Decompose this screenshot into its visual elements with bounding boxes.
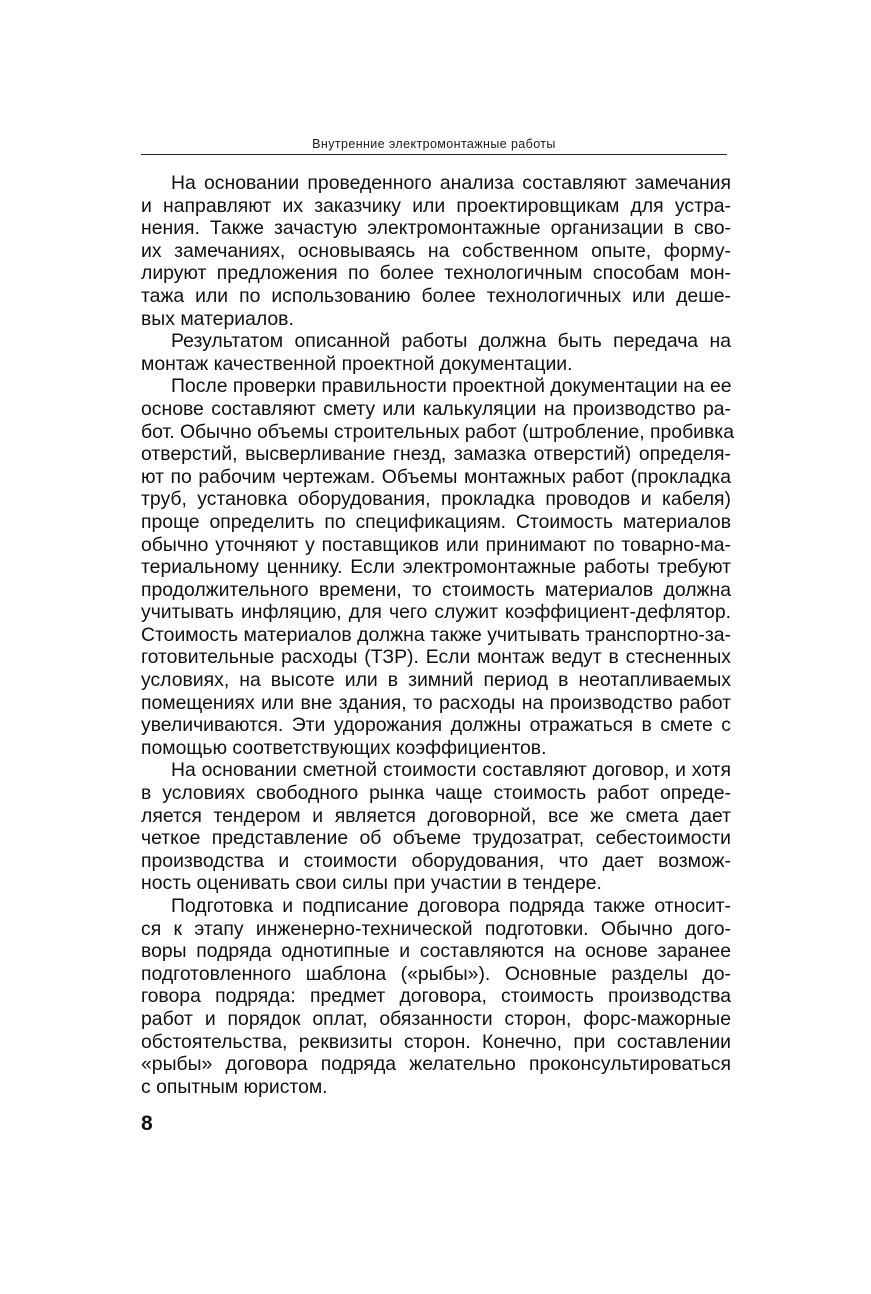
text-line: На основании сметной стоимости составляют договор, и хотя — [171, 759, 731, 782]
text-line: говора подряда: предмет договора, стоимость производства — [141, 985, 731, 1008]
paragraph-3 — [141, 375, 735, 759]
text-line: работ и порядок оплат, обязанности сторон, форс-мажорные — [141, 1007, 731, 1030]
text-line: ют по рабочим чертежам. Объемы монтажных работ (прокладка — [141, 465, 731, 488]
text-line: производства и стоимости оборудования, что дает возмож- — [141, 849, 731, 872]
paragraph-5 — [141, 895, 731, 1098]
text-line: отверстий, высверливание гнезд, замазка отверстий) определя- — [141, 443, 731, 466]
text-line: монтаж качественной проектной документации. — [141, 352, 573, 375]
text-line: продолжительного времени, то стоимость материалов должна — [141, 578, 731, 601]
paragraph-1 — [141, 172, 731, 330]
paragraph-4 — [141, 759, 731, 895]
text-line: бот. Обычно объемы строительных работ (штробление, пробивка — [141, 420, 735, 443]
text-line: четкое представление об объеме трудозатрат, себестоимости — [141, 827, 731, 850]
text-line: проще определить по спецификациям. Стоимость материалов — [141, 510, 731, 533]
text-line: После проверки правильности проектной документации на ее — [171, 375, 732, 398]
text-line: труб, установка оборудования, прокладка проводов и кабеля) — [141, 488, 731, 511]
text-line: и направляют их заказчику или проектировщикам для устра- — [141, 194, 731, 217]
text-line: воры подряда однотипные и составляются на основе заранее — [141, 940, 731, 963]
text-line: помещениях или вне здания, то расходы на производство работ — [141, 691, 731, 714]
text-line: помощью соответствующих коэффициентов. — [141, 736, 547, 759]
text-line: вых материалов. — [141, 307, 294, 330]
text-line: с опытным юристом. — [141, 1075, 328, 1098]
text-line: ность оценивать свои силы при участии в тендере. — [141, 872, 602, 895]
text-line: учитывать инфляцию, для чего служит коэффициент-дефлятор. — [141, 601, 731, 624]
text-line: териальному ценнику. Если электромонтажные работы требуют — [141, 556, 731, 579]
text-line: увеличиваются. Эти удорожания должны отражаться в смете с — [141, 714, 731, 737]
text-line: Подготовка и подписание договора подряда также относит- — [171, 895, 731, 917]
text-line: их замечаниях, основываясь на собственном опыте, форму- — [141, 239, 731, 262]
text-line: Стоимость материалов должна также учитывать транспортно-за- — [141, 623, 731, 646]
text-line: Результатом описанной работы должна быть передача на — [171, 330, 731, 353]
text-line: нения. Также зачастую электромонтажные организации в сво- — [141, 217, 731, 240]
paragraph-2 — [141, 330, 731, 375]
text-line: «рыбы» договора подряда желательно проконсультироваться — [141, 1053, 731, 1076]
text-line: ляется тендером и является договорной, все же смета дает — [141, 804, 731, 827]
text-line: в условиях свободного рынка чаще стоимость работ опреде- — [141, 782, 731, 805]
text-line: условиях, на высоте или в зимний период в неотапливаемых — [141, 669, 731, 692]
text-line: готовительные расходы (ТЗР). Если монтаж ведут в стесненных — [141, 646, 731, 669]
page-number: 8 — [141, 1112, 153, 1135]
header-rule — [141, 154, 727, 155]
text-line: лируют предложения по более технологичным способам мон- — [141, 262, 731, 285]
text-line: ся к этапу инженерно-технической подготовки. Обычно дого- — [141, 917, 731, 940]
text-line: На основании проведенного анализа составляют замечания — [171, 172, 731, 194]
body-text — [141, 172, 735, 1098]
running-header: Внутренние электромонтажные работы — [312, 137, 556, 151]
text-line: обстоятельства, реквизиты сторон. Конечно, при составлении — [141, 1030, 731, 1053]
text-line: обычно уточняют у поставщиков или принимают по товарно-ма- — [141, 533, 731, 556]
text-line: подготовленного шаблона («рыбы»). Основные разделы до- — [141, 962, 731, 985]
text-line: тажа или по использованию более технологичных или деше- — [141, 284, 731, 307]
text-line: основе составляют смету или калькуляции на производство ра- — [141, 397, 731, 420]
